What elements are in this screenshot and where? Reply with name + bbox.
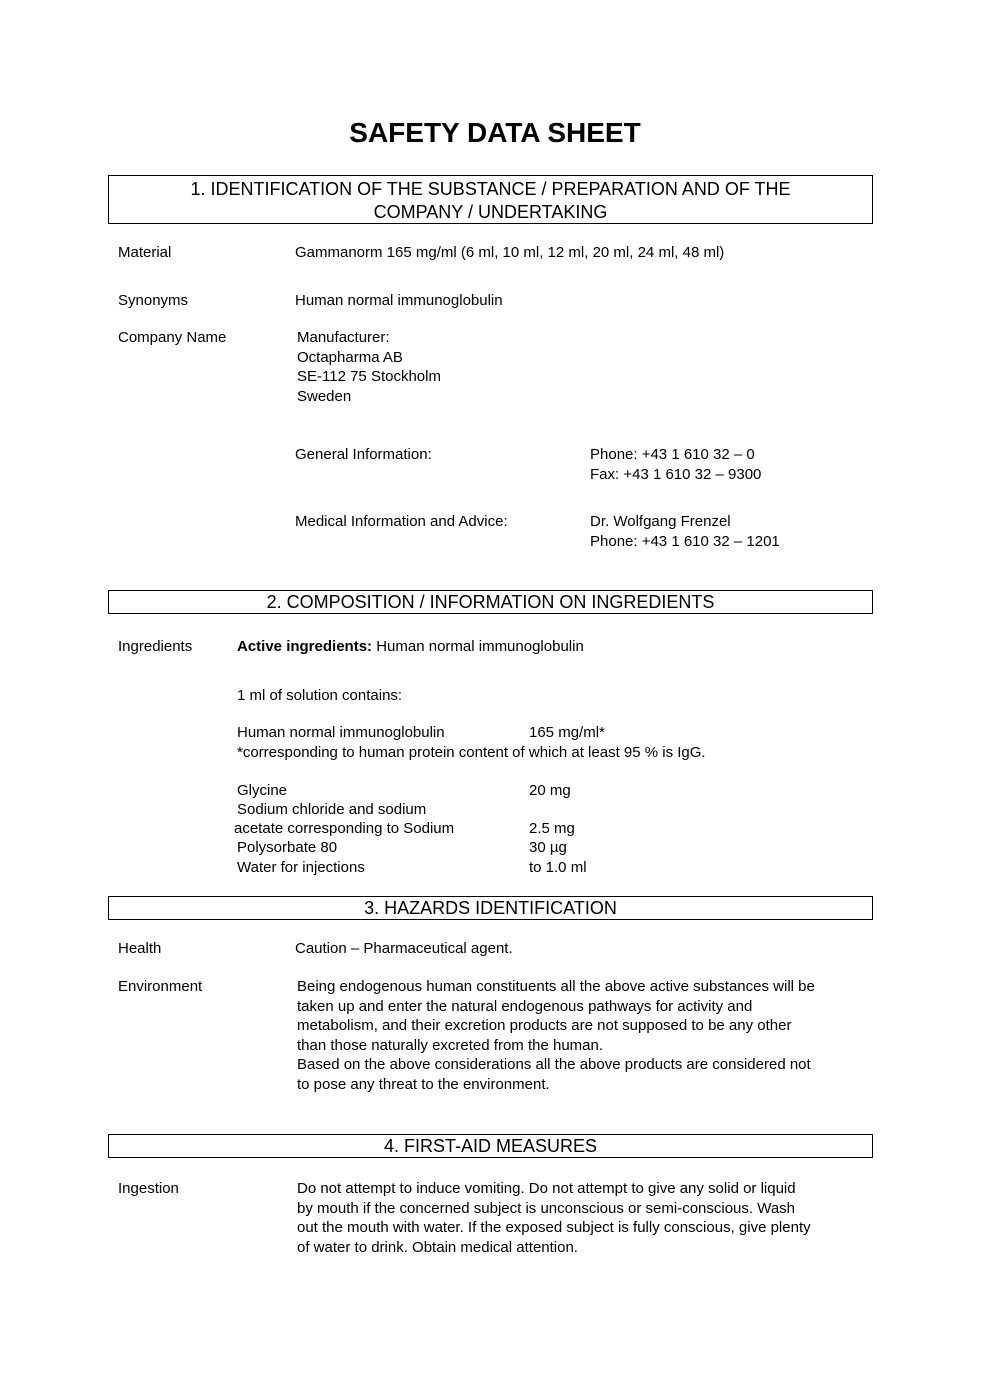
environment-line: metabolism, and their excretion products are not supposed to be any other xyxy=(297,1017,792,1034)
excipient-amount: 30 µg xyxy=(529,839,567,856)
ingestion-line: Do not attempt to induce vomiting. Do not attempt to give any solid or liquid xyxy=(297,1180,796,1197)
health-label: Health xyxy=(118,940,162,957)
company-line: Sweden xyxy=(297,387,352,405)
medical-phone: Phone: +43 1 610 32 – 1201 xyxy=(590,532,780,550)
section-2-header xyxy=(108,590,873,614)
ingredients-label: Ingredients xyxy=(118,638,193,655)
company-line: SE-112 75 Stockholm xyxy=(297,368,441,385)
excipient-name: Sodium chloride and sodium xyxy=(237,801,427,818)
section-4-heading: 4. FIRST-AID MEASURES xyxy=(383,1136,598,1156)
general-info-contacts xyxy=(590,445,761,484)
section-1-header xyxy=(108,175,873,224)
section-3-header xyxy=(108,896,873,920)
material-label: Material xyxy=(118,244,172,261)
company-address xyxy=(297,328,441,406)
synonyms-value: Human normal immunoglobulin xyxy=(295,292,503,309)
ig-note: *corresponding to human protein content of which at least 95 % is IgG. xyxy=(237,744,706,761)
excipient-name: Glycine xyxy=(237,782,288,799)
environment-line: to pose any threat to the environment. xyxy=(297,1075,550,1093)
section-1-heading-line-2: COMPANY / UNDERTAKING xyxy=(373,202,608,222)
ingestion-line: of water to drink. Obtain medical attention. xyxy=(297,1238,578,1256)
health-value: Caution – Pharmaceutical agent. xyxy=(295,940,513,957)
section-3-heading: 3. HAZARDS IDENTIFICATION xyxy=(364,898,617,918)
ig-amount: 165 mg/ml* xyxy=(529,724,605,741)
ingestion-line: out the mouth with water. If the exposed subject is fully conscious, give plenty xyxy=(297,1219,811,1236)
excipient-name: Water for injections xyxy=(237,859,365,876)
medical-info-label: Medical Information and Advice: xyxy=(295,513,508,530)
ig-name: Human normal immunoglobulin xyxy=(237,724,445,741)
section-2-heading: 2. COMPOSITION / INFORMATION ON INGREDIENTS xyxy=(266,592,715,612)
active-ingredients-label: Active ingredients: xyxy=(237,638,373,655)
medical-info-contacts xyxy=(590,512,780,551)
company-line: Manufacturer: xyxy=(297,329,390,346)
general-phone: Phone: +43 1 610 32 – 0 xyxy=(590,446,755,463)
excipient-amount: 2.5 mg xyxy=(529,820,575,837)
environment-line: Based on the above considerations all the above products are considered not xyxy=(297,1056,811,1073)
active-ingredients xyxy=(237,637,584,657)
solution-intro: 1 ml of solution contains: xyxy=(237,687,403,704)
company-line: Octapharma AB xyxy=(297,348,403,366)
environment-text xyxy=(297,977,815,1094)
company-label: Company Name xyxy=(118,329,227,346)
environment-line: taken up and enter the natural endogenous pathways for activity and xyxy=(297,997,753,1015)
active-ingredients-value: Human normal immunoglobulin xyxy=(372,638,584,655)
document-title: SAFETY DATA SHEET xyxy=(349,117,641,148)
section-4-header xyxy=(108,1134,873,1158)
excipient-name: acetate corresponding to Sodium xyxy=(234,820,455,837)
general-info-label: General Information: xyxy=(295,446,432,463)
ingestion-label: Ingestion xyxy=(118,1180,179,1197)
excipient-amount: to 1.0 ml xyxy=(529,859,587,876)
environment-line: Being endogenous human constituents all the above active substances will be xyxy=(297,978,815,995)
ingestion-line: by mouth if the concerned subject is unconscious or semi-conscious. Wash xyxy=(297,1199,796,1217)
environment-label: Environment xyxy=(118,978,203,995)
excipient-amount: 20 mg xyxy=(529,782,571,799)
general-fax: Fax: +43 1 610 32 – 9300 xyxy=(590,465,762,483)
medical-contact-name: Dr. Wolfgang Frenzel xyxy=(590,513,731,530)
excipient-name: Polysorbate 80 xyxy=(237,839,338,856)
material-value: Gammanorm 165 mg/ml (6 ml, 10 ml, 12 ml, 20 ml, 24 ml, 48 ml) xyxy=(295,244,725,261)
synonyms-label: Synonyms xyxy=(118,292,189,309)
environment-line: than those naturally excreted from the human. xyxy=(297,1036,604,1054)
section-1-heading-line-1: 1. IDENTIFICATION OF THE SUBSTANCE / PREPARATION AND OF THE xyxy=(190,179,791,199)
ingestion-text xyxy=(297,1179,811,1257)
